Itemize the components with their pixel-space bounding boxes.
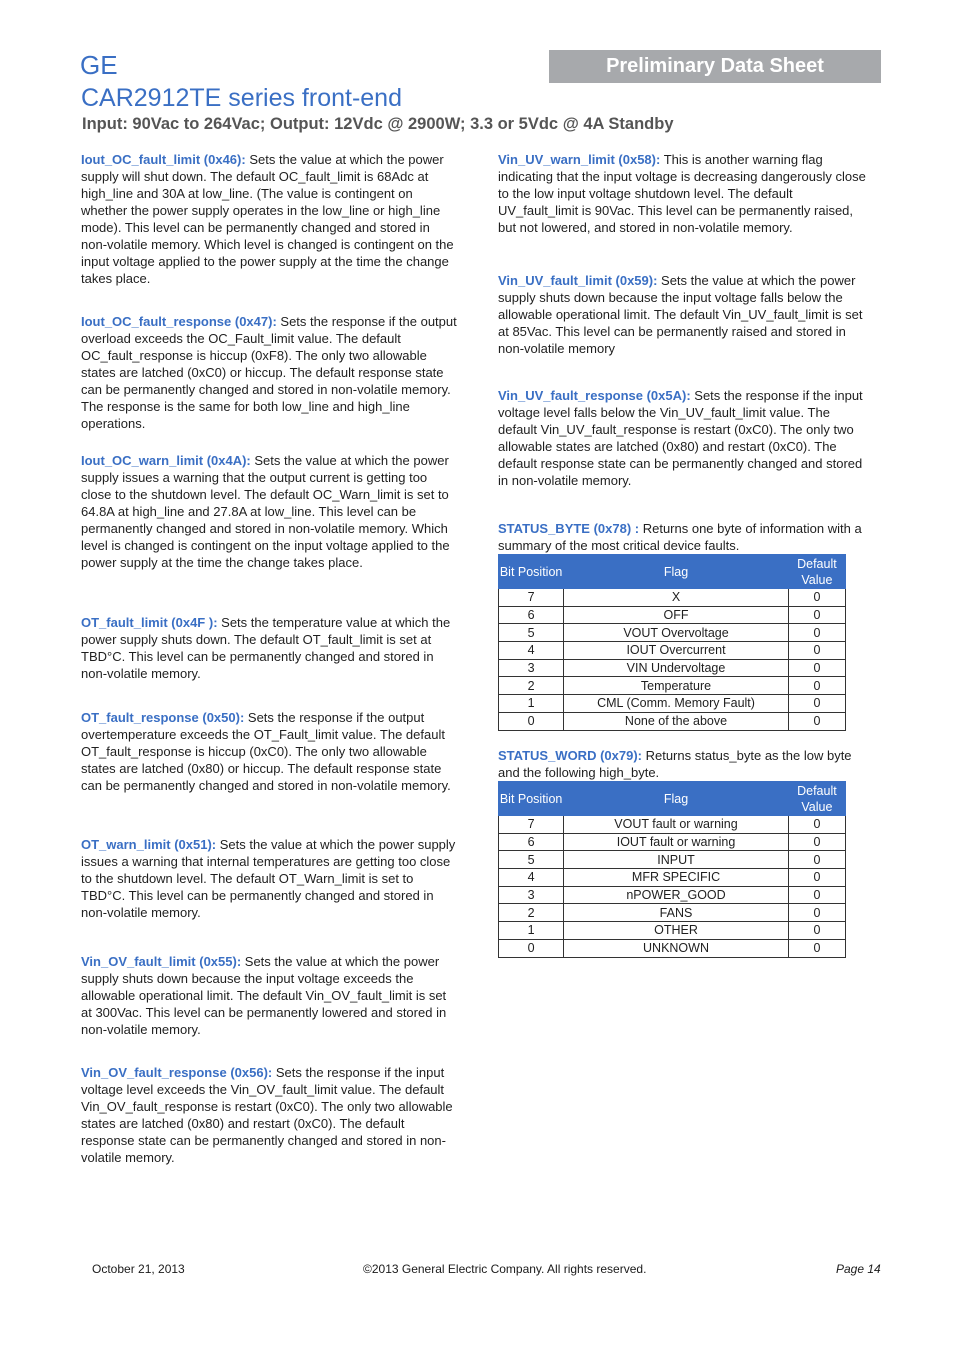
flag-cell: OFF [564, 606, 789, 624]
status-word-table [498, 781, 846, 958]
flag-cell: FANS [564, 904, 789, 922]
footer-date: October 21, 2013 [92, 1262, 185, 1276]
table-row [499, 677, 846, 695]
command-description: Sets the temperature value at which the power supply shuts down. The default OT_fault_limit is set at TBD°C. This level can be permanently changed and stored in non-volatile memory. [81, 615, 451, 681]
command-entry [81, 151, 459, 287]
default-cell: 0 [788, 904, 845, 922]
table-row [499, 712, 846, 730]
column-header: Flag [564, 782, 789, 816]
flag-cell: Temperature [564, 677, 789, 695]
command-entry [81, 1064, 459, 1166]
command-name: Vin_UV_warn_limit (0x58): [498, 152, 661, 167]
table-row [499, 589, 846, 607]
command-name: STATUS_BYTE (0x78) : [498, 521, 640, 536]
table-row [499, 833, 846, 851]
command-name: OT_warn_limit (0x51): [81, 837, 217, 852]
column-header: Bit Position [499, 782, 564, 816]
flag-cell: None of the above [564, 712, 789, 730]
column-header: Default Value [788, 555, 845, 589]
table-row [499, 606, 846, 624]
default-cell: 0 [788, 939, 845, 957]
command-name: OT_fault_response (0x50): [81, 710, 245, 725]
table-row [499, 851, 846, 869]
bit-cell: 2 [499, 904, 564, 922]
default-cell: 0 [788, 851, 845, 869]
table-row [499, 869, 846, 887]
command-entry [81, 836, 459, 921]
column-header: Flag [564, 555, 789, 589]
series-title: CAR2912TE series front-end [81, 84, 402, 112]
command-name: Iout_OC_fault_response (0x47): [81, 314, 277, 329]
table-row [499, 939, 846, 957]
command-entry [81, 313, 459, 432]
default-cell: 0 [788, 624, 845, 642]
command-name: OT_fault_limit (0x4F ): [81, 615, 218, 630]
bit-cell: 7 [499, 816, 564, 834]
flag-cell: VOUT fault or warning [564, 816, 789, 834]
bit-cell: 0 [499, 712, 564, 730]
flag-cell: CML (Comm. Memory Fault) [564, 695, 789, 713]
bit-cell: 6 [499, 833, 564, 851]
table-header-row [499, 555, 846, 589]
footer-copyright: ©2013 General Electric Company. All rights reserved. [363, 1262, 647, 1276]
command-description: Sets the response if the output overload exceeds the OC_Fault_limit value. The default OC_fault_response is hiccup (0xF8). The only two allowable states are latched (0xC0) or hiccup. The default response state can be permanently changed and stored in non-volatile memory. The response is the same for both low_line and high_line operations. [81, 314, 457, 431]
command-name: Vin_OV_fault_limit (0x55): [81, 954, 242, 969]
footer-page-number: Page 14 [836, 1262, 881, 1276]
command-description: Returns status_byte as the low byte and the following high_byte. [498, 748, 852, 780]
bit-cell: 1 [499, 695, 564, 713]
column-header: Default Value [788, 782, 845, 816]
command-description: Sets the response if the output overtemperature exceeds the OT_Fault_limit value. The default OT_fault_response is hiccup (0xC0). The only two allowable states are latched (0x80) or hiccup. The default response state can be permanently changed and stored in non-volatile memory. [81, 710, 451, 793]
command-name: Vin_OV_fault_response (0x56): [81, 1065, 273, 1080]
command-description: Sets the response if the input voltage level falls below the Vin_UV_fault_limit value. The default Vin_UV_fault_response is restart (0xC0). The only two allowable states are latched (0x80) and restart (0xC0). The default response state can be permanently changed and stored in non-volatile memory. [498, 388, 863, 488]
bit-cell: 3 [499, 659, 564, 677]
flag-cell: VIN Undervoltage [564, 659, 789, 677]
command-description: Sets the value at which the power supply issues a warning that internal temperatures are getting too close to the shutdown level. The default OT_Warn_limit is set to TBD°C. This level can be permanently changed and stored in non-volatile memory. [81, 837, 456, 920]
bit-cell: 4 [499, 642, 564, 660]
bit-cell: 6 [499, 606, 564, 624]
command-description: Sets the value at which the power supply shuts down because the input voltage falls below the allowable operational limit. The default Vin_UV_fault_limit is set at 85Vac. This level can be permanently raised and stored in non-volatile memory [498, 273, 863, 356]
command-description: This is another warning flag indicating that the input voltage is decreasing dangerously close to the low input voltage shutdown level. The default UV_fault_limit is 90Vac. This level can be permanently raised, but not lowered, and stored in non-volatile memory. [498, 152, 866, 235]
default-cell: 0 [788, 589, 845, 607]
command-description: Returns one byte of information with a summary of the most critical device faults. [498, 521, 862, 553]
preliminary-banner: Preliminary Data Sheet [549, 50, 881, 83]
command-name: STATUS_WORD (0x79): [498, 748, 642, 763]
product-subtitle: Input: 90Vac to 264Vac; Output: 12Vdc @ 2900W; 3.3 or 5Vdc @ 4A Standby [82, 115, 674, 133]
default-cell: 0 [788, 659, 845, 677]
default-cell: 0 [788, 869, 845, 887]
table-row [499, 886, 846, 904]
flag-cell: MFR SPECIFIC [564, 869, 789, 887]
command-entry [81, 709, 459, 794]
command-entry [498, 387, 870, 489]
table-header-row [499, 782, 846, 816]
table-row [499, 922, 846, 940]
command-entry [498, 272, 870, 357]
column-header: Bit Position [499, 555, 564, 589]
table-row [499, 816, 846, 834]
table-row [499, 642, 846, 660]
command-entry [498, 747, 870, 781]
command-name: Vin_UV_fault_limit (0x59): [498, 273, 658, 288]
flag-cell: INPUT [564, 851, 789, 869]
bit-cell: 7 [499, 589, 564, 607]
flag-cell: OTHER [564, 922, 789, 940]
default-cell: 0 [788, 642, 845, 660]
flag-cell: IOUT fault or warning [564, 833, 789, 851]
flag-cell: X [564, 589, 789, 607]
command-entry [498, 151, 870, 236]
command-name: Vin_UV_fault_response (0x5A): [498, 388, 691, 403]
command-entry [498, 520, 870, 554]
bit-cell: 1 [499, 922, 564, 940]
default-cell: 0 [788, 886, 845, 904]
table-row [499, 659, 846, 677]
default-cell: 0 [788, 833, 845, 851]
command-description: Sets the response if the input voltage level exceeds the Vin_OV_fault_limit value. The default Vin_OV_fault_response is restart (0xC0). The only two allowable states are latched (0x80) and restart (0xC0). The default response state can be permanently changed and stored in non-volatile memory. [81, 1065, 453, 1165]
flag-cell: UNKNOWN [564, 939, 789, 957]
table-row [499, 695, 846, 713]
default-cell: 0 [788, 695, 845, 713]
default-cell: 0 [788, 712, 845, 730]
bit-cell: 3 [499, 886, 564, 904]
command-entry [81, 614, 459, 682]
command-entry [81, 452, 459, 571]
default-cell: 0 [788, 922, 845, 940]
bit-cell: 5 [499, 851, 564, 869]
command-description: Sets the value at which the power supply shuts down because the input voltage exceeds the allowable operational limit. The default Vin_OV_fault_limit is set at 300Vac. This level can be permanently lowered and stored in non-volatile memory. [81, 954, 447, 1037]
bit-cell: 5 [499, 624, 564, 642]
command-entry [81, 953, 459, 1038]
ge-logo: GE [80, 50, 118, 80]
default-cell: 0 [788, 606, 845, 624]
bit-cell: 2 [499, 677, 564, 695]
bit-cell: 0 [499, 939, 564, 957]
bit-cell: 4 [499, 869, 564, 887]
default-cell: 0 [788, 677, 845, 695]
table-row [499, 624, 846, 642]
command-description: Sets the value at which the power supply will shut down. The default OC_fault_limit is 68Adc at high_line and 30A at low_line. (The value is contingent on whether the power supply operates in the low_line or high_line mode). This level can be permanently changed and stored in non-volatile memory. Which level is changed is contingent on the input voltage applied to the power supply at the time the change takes place. [81, 152, 454, 286]
command-name: Iout_OC_warn_limit (0x4A): [81, 453, 251, 468]
flag-cell: nPOWER_GOOD [564, 886, 789, 904]
status-byte-table [498, 554, 846, 731]
flag-cell: VOUT Overvoltage [564, 624, 789, 642]
default-cell: 0 [788, 816, 845, 834]
command-name: Iout_OC_fault_limit (0x46): [81, 152, 246, 167]
table-row [499, 904, 846, 922]
flag-cell: IOUT Overcurrent [564, 642, 789, 660]
command-description: Sets the value at which the power supply issues a warning that the output current is getting too close to the shutdown level. The default OC_Warn_limit is set to 64.8A at high_line and 27.8A at low_line. This level can be permanently changed and stored in non-volatile memory. Which level is changed is contingent on the input voltage applied to the power supply at the time the change takes place. [81, 453, 450, 570]
